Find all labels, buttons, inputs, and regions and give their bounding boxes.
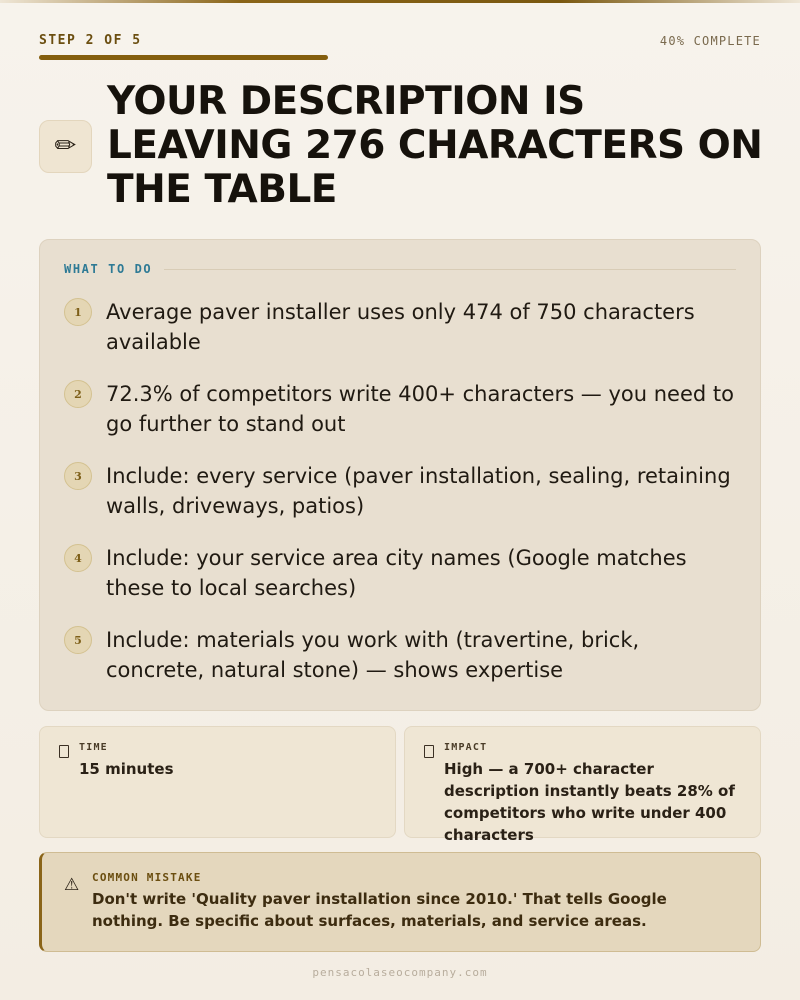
section-header [64,262,736,276]
time-card [39,726,396,838]
list-item [64,379,744,439]
item-text: Include: materials you work with (travertine, brick, concrete, natural stone) — shows expertise [106,628,640,682]
clock-icon [59,745,69,758]
mistake-text: Don't write 'Quality paver installation since 2010.' That tells Google nothing. Be specific about surfaces, materials, and service areas. [92,890,667,930]
list-item [64,625,744,685]
item-text: Include: your service area city names (Google matches these to local searches) [106,546,687,600]
time-label: TIME [79,742,108,753]
footer-domain: pensacolaseocompany.com [312,966,488,979]
progress-text: 40% COMPLETE [659,33,761,48]
list-item [64,297,744,357]
section-label: WHAT TO DO [64,262,153,276]
title-section [39,80,769,212]
item-number: 4 [64,544,92,572]
impact-card [404,726,761,844]
step-header [39,33,761,48]
top-accent-rule [0,0,800,3]
step-label: STEP 2 OF 5 [39,33,142,48]
time-value: 15 minutes [79,760,174,778]
chart-icon [424,745,434,758]
item-text: 72.3% of competitors write 400+ characters — you need to go further to stand out [106,382,734,436]
item-text: Average paver installer uses only 474 of 750 characters available [106,300,695,354]
item-number: 1 [64,298,92,326]
page-title: YOUR DESCRIPTION IS LEAVING 276 CHARACTERS ON THE TABLE [107,79,763,212]
section-divider [164,269,736,270]
impact-value: High — a 700+ character description instantly beats 28% of competitors who write under 400 characters [444,760,735,844]
item-number: 5 [64,626,92,654]
list-item [64,543,744,603]
progress-bar [39,55,328,60]
what-to-do-card [39,239,761,711]
action-list [64,297,744,707]
warning-icon: ⚠ [64,875,80,895]
common-mistake-callout [39,852,761,952]
item-number: 3 [64,462,92,490]
item-number: 2 [64,380,92,408]
impact-label: IMPACT [444,742,488,753]
list-item [64,461,744,521]
item-text: Include: every service (paver installation, sealing, retaining walls, driveways, patios) [106,464,731,518]
pencil-icon: ✏ [39,120,92,173]
mistake-label: COMMON MISTAKE [92,871,202,884]
